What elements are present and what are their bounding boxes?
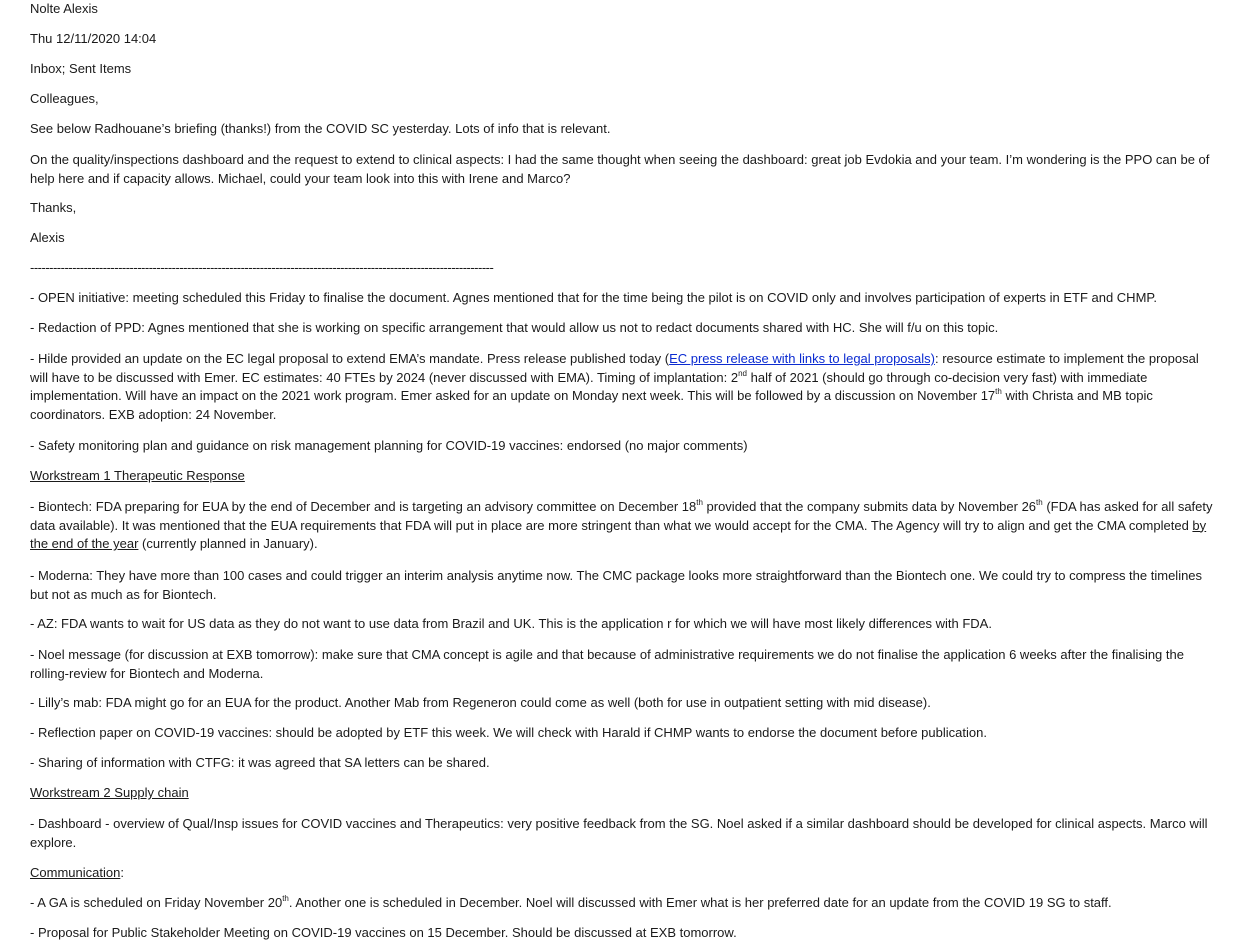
item-dashboard: - Dashboard - overview of Qual/Insp issues for COVID vaccines and Therapeutics: very positive feedback from the SG. Noel asked if a similar dashboard should be developed for clinical aspects. Marco will explore. bbox=[30, 816, 1208, 850]
thanks: Thanks, bbox=[30, 200, 77, 215]
item-hilde-update bbox=[30, 350, 1215, 424]
item-redaction: - Redaction of PPD: Agnes mentioned that she is working on specific arrangement that would allow us not to redact documents shared with HC. She will f/u on this topic. bbox=[30, 320, 999, 335]
superscript: th bbox=[282, 894, 289, 903]
item-lilly: - Lilly’s mab: FDA might go for an EUA for the product. Another Mab from Regeneron could come as well (both for use in outpatient setting with mid disease). bbox=[30, 695, 931, 710]
item-noel: - Noel message (for discussion at EXB tomorrow): make sure that CMA concept is agile and that because of administrative requirements we do not finalise the application 6 weeks after the finalising the rolling-review for Biontech and Moderna. bbox=[30, 647, 1184, 681]
item-safety: - Safety monitoring plan and guidance on risk management planning for COVID-19 vaccines: endorsed (no major comments) bbox=[30, 438, 748, 453]
hilde-text-a: - Hilde provided an update on the EC legal proposal to extend EMA’s mandate. Press release published today ( bbox=[30, 351, 670, 366]
workstream2-heading: Workstream 2 Supply chain bbox=[30, 785, 189, 800]
item-ga bbox=[30, 894, 1112, 913]
biontech-underlined: by the end of the year bbox=[30, 517, 1207, 551]
heading-colon: : bbox=[120, 865, 124, 880]
superscript: th bbox=[1036, 498, 1043, 507]
hilde-text-d: with Christa and MB topic coordinators. EXB adoption: 24 November. bbox=[30, 388, 1153, 422]
biontech-text-a: - Biontech: FDA preparing for EUA by the end of December and is targeting an advisory committee on December 18 bbox=[30, 499, 697, 514]
intro-line: See below Radhouane’s briefing (thanks!) from the COVID SC yesterday. Lots of info that is relevant. bbox=[30, 121, 611, 136]
item-open-initiative: - OPEN initiative: meeting scheduled this Friday to finalise the document. Agnes mentioned that for the time being the pilot is on COVID only and involves participation of experts in ETF and CHMP. bbox=[30, 290, 1158, 305]
biontech-text-c: (FDA has asked for all safety data available). It was mentioned that the EUA requirements that FDA will put in place are more stringent than what we would accept for the CMA. The Agency will try to align and get the CMA completed bbox=[30, 499, 1213, 533]
sender-name: Nolte Alexis bbox=[30, 1, 98, 16]
biontech-text-b: provided that the company submits data by November 26 bbox=[702, 499, 1037, 514]
item-az: - AZ: FDA wants to wait for US data as they do not want to use data from Brazil and UK. This is the application r for which we will have most likely differences with FDA. bbox=[30, 616, 992, 631]
item-biontech bbox=[30, 498, 1218, 554]
intro-paragraph: On the quality/inspections dashboard and the request to extend to clinical aspects: I had the same thought when seeing the dashboard: great job Evdokia and your team. I’m wondering is the PPO can be of help here and if capacity allows. Michael, could your team look into this with Irene and Marco? bbox=[30, 152, 1210, 186]
signature: Alexis bbox=[30, 230, 65, 245]
item-moderna: - Moderna: They have more than 100 cases and could trigger an interim analysis anytime now. The CMC package looks more straightforward than the Biontech one. We could try to compress the timelines but not as much as for Biontech. bbox=[30, 568, 1203, 602]
separator-line: ------------------------------------------------------------------------------------------------------------------------- bbox=[30, 260, 494, 275]
ga-text-a: - A GA is scheduled on Friday November 20 bbox=[30, 895, 283, 910]
superscript: th bbox=[696, 498, 703, 507]
item-sharing: - Sharing of information with CTFG: it was agreed that SA letters can be shared. bbox=[30, 755, 490, 770]
superscript: nd bbox=[738, 368, 747, 378]
item-proposal: - Proposal for Public Stakeholder Meeting on COVID-19 vaccines on 15 December. Should be discussed at EXB tomorrow. bbox=[30, 925, 737, 940]
folders: Inbox; Sent Items bbox=[30, 61, 132, 76]
ga-text-b: . Another one is scheduled in December. Noel will discussed with Emer what is her preferred date for an update from the COVID 19 SG to staff. bbox=[288, 895, 1112, 910]
sent-date: Thu 12/11/2020 14:04 bbox=[30, 31, 157, 46]
greeting: Colleagues, bbox=[30, 91, 99, 106]
communication-heading bbox=[30, 864, 124, 883]
communication-title: Communication bbox=[30, 865, 121, 880]
superscript: th bbox=[995, 387, 1002, 396]
workstream1-heading: Workstream 1 Therapeutic Response bbox=[30, 468, 245, 483]
biontech-text-d: (currently planned in January). bbox=[138, 536, 318, 551]
ec-press-release-link[interactable]: EC press release with links to legal proposals) bbox=[669, 351, 935, 366]
hilde-text-b: : resource estimate to implement the proposal will have to be discussed with Emer. EC estimates: 40 FTEs by 2024 (never discussed with EMA). Timing of implantation: 2 bbox=[30, 351, 1199, 385]
item-reflection: - Reflection paper on COVID-19 vaccines: should be adopted by ETF this week. We will check with Harald if CHMP wants to endorse the document before publication. bbox=[30, 725, 987, 740]
hilde-text-c: half of 2021 (should go through co-decision very fast) with immediate implementation. Will have an impact on the 2021 work program. Emer asked for an update on Monday next week. This will be followed by a discussion on November 17 bbox=[30, 369, 1148, 403]
